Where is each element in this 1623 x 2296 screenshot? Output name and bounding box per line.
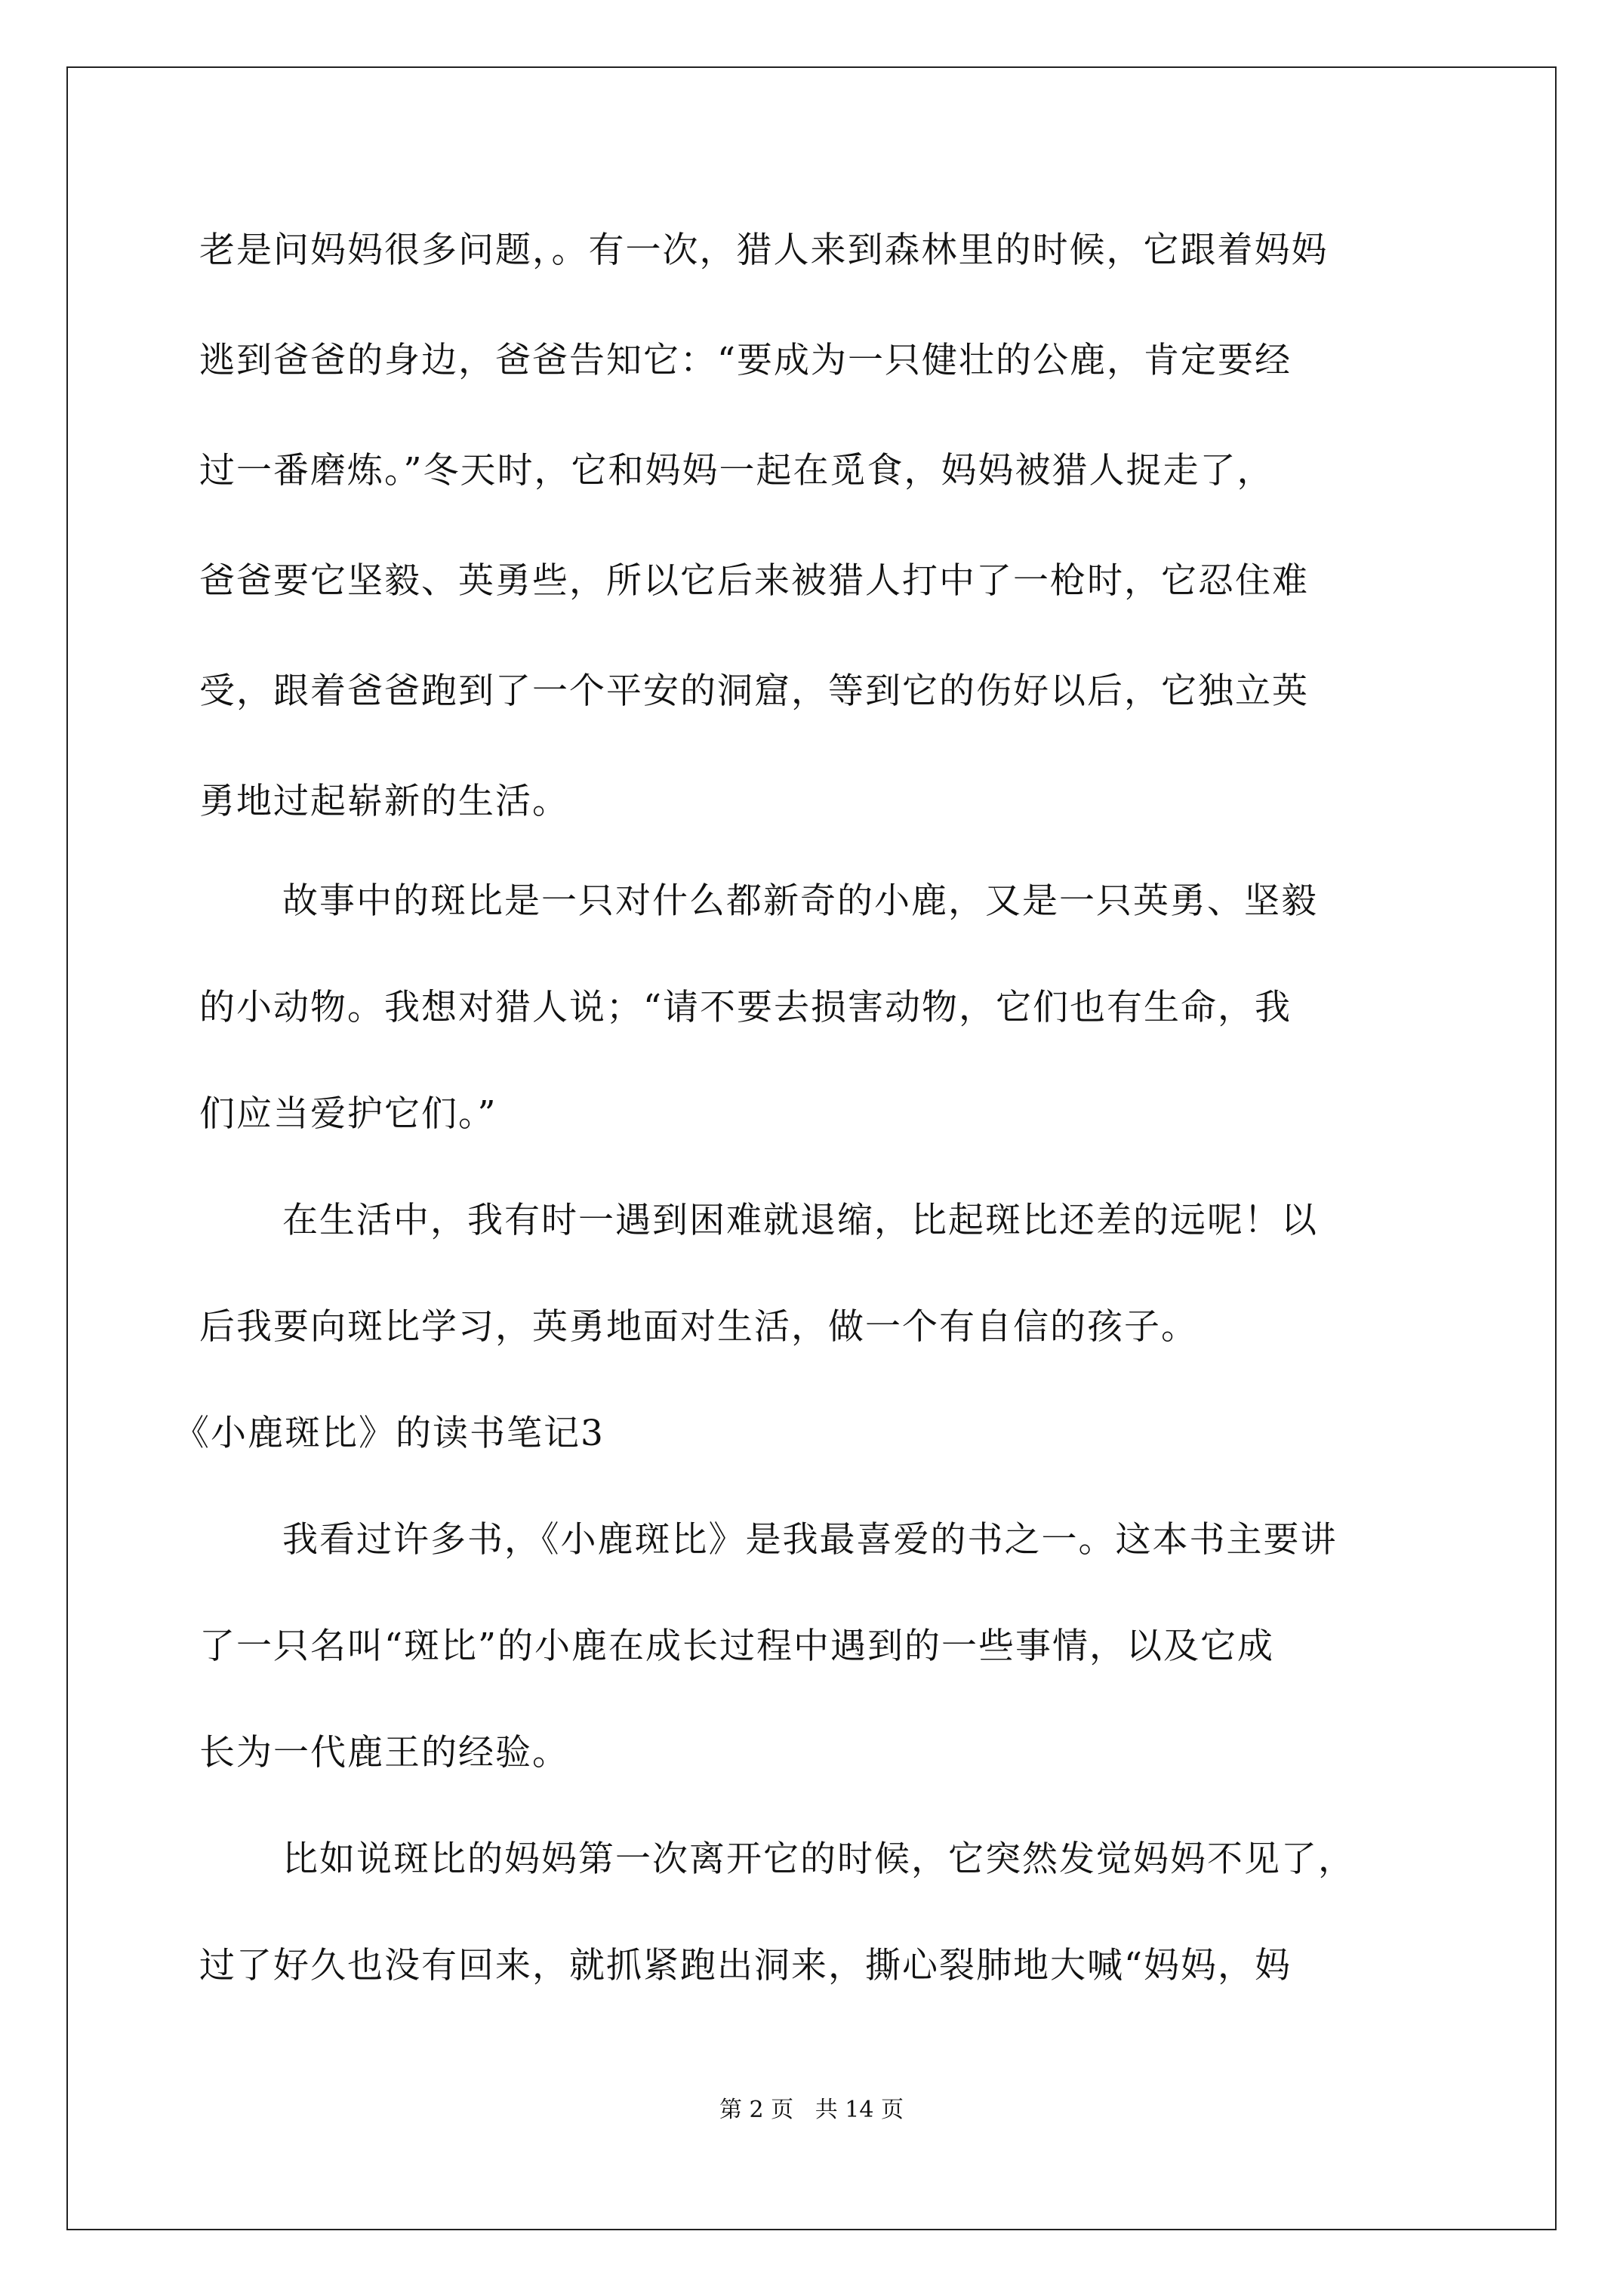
paragraph-first-line: 故事中的斑比是一只对什么都新奇的小鹿，又是一只英勇、坚毅 xyxy=(282,880,1318,922)
text-line: 过一番磨炼。”冬天时，它和妈妈一起在觅食，妈妈被猎人捉走了， xyxy=(199,450,1274,492)
text-line: 的小动物。我想对猎人说；“请不要去损害动物，它们也有生命，我 xyxy=(199,987,1292,1028)
text-line: 爸爸要它坚毅、英勇些，所以它后来被猎人打中了一枪时，它忍住难 xyxy=(199,560,1309,602)
text-line: 老是问妈妈很多问题，。有一次，猎人来到森林里的时候，它跟着妈妈 xyxy=(199,230,1329,271)
text-line: 了一只名叫“斑比”的小鹿在成长过程中遇到的一些事情，以及它成 xyxy=(199,1626,1275,1667)
text-line: 勇地过起崭新的生活。 xyxy=(199,781,569,822)
text-line: 长为一代鹿王的经验。 xyxy=(199,1732,569,1774)
paragraph-first-line: 比如说斑比的妈妈第一次离开它的时候，它突然发觉妈妈不见了， xyxy=(282,1838,1355,1880)
page-number-footer: 第 2 页 共 14 页 xyxy=(719,2097,904,2123)
paragraph-first-line: 我看过许多书，《小鹿斑比》是我最喜爱的书之一。这本书主要讲 xyxy=(282,1519,1338,1561)
paragraph-first-line: 在生活中，我有时一遇到困难就退缩，比起斑比还差的远呢！以 xyxy=(282,1200,1318,1241)
page-border xyxy=(66,66,1557,2230)
text-line: 们应当爱护它们。” xyxy=(199,1093,497,1135)
section-heading: 《小鹿斑比》的读书笔记3 xyxy=(174,1413,605,1454)
text-line: 后我要向斑比学习，英勇地面对生活，做一个有自信的孩子。 xyxy=(199,1306,1198,1348)
text-line: 逃到爸爸的身边，爸爸告知它：“要成为一只健壮的公鹿，肯定要经 xyxy=(199,340,1292,381)
text-line: 受，跟着爸爸跑到了一个平安的洞窟，等到它的伤好以后，它独立英 xyxy=(199,670,1309,712)
text-line: 过了好久也没有回来，就抓紧跑出洞来，撕心裂肺地大喊“妈妈，妈 xyxy=(199,1945,1292,1986)
